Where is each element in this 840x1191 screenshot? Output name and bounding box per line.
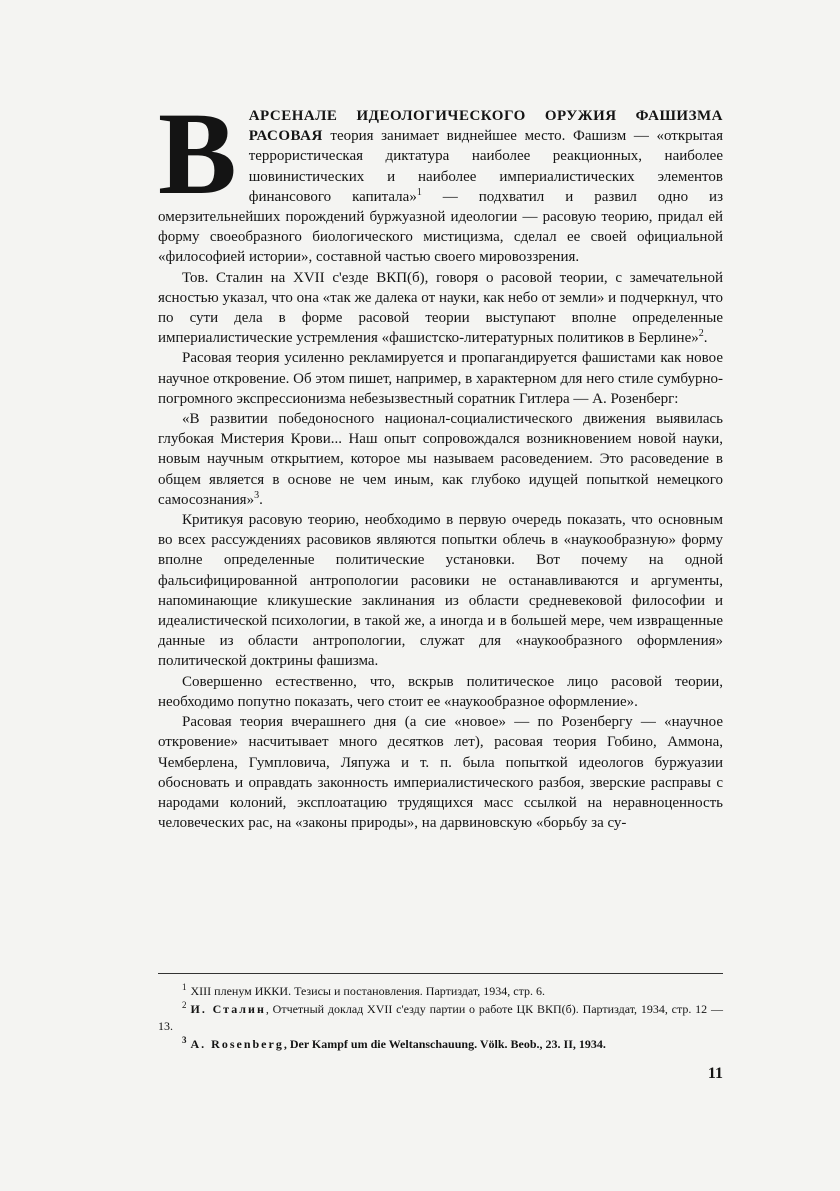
paragraph-1: [158, 88, 724, 268]
paragraph-4-quote: [158, 409, 723, 510]
paragraph-4-end: .: [259, 491, 263, 508]
footnote-2-author: И. Сталин: [190, 1001, 266, 1016]
paragraph-2-end: .: [703, 330, 708, 347]
footnote-ref-3[interactable]: 3: [254, 489, 260, 501]
footnotes: [158, 983, 723, 1053]
footnote-2: [158, 1001, 723, 1036]
footnote-2-number: 2: [182, 999, 187, 1010]
paragraph-4-text: «В развитии победоносного национал-социалистического движения выявилась глубокая Мистерия Крови... Наш опыт сопровождался возникновением новой науки, новым научным открытием, которое мы называем расоведением. Это расоведение в общем является в основе не чем иным, как глубоко идущей попыткой немецкого самосознания»: [158, 411, 723, 508]
footnote-1: [158, 983, 723, 1001]
footnote-3-number: 3: [182, 1034, 187, 1045]
footnote-3-author: A. Rosenberg: [190, 1036, 284, 1051]
paragraph-2: [158, 268, 723, 349]
paragraph-5: Критикуя расовую теорию, необходимо в первую очередь показать, что основным во всех рассуждениях расовиков являются попытки облечь в «наукообразную» форму вполне определенные политические установки. Вот почему на одной фальсифицированной антропологии расовики не останавливаются и аргументы, напоминающие кликушеские заклинания из области средневековой философии и идеалистической психологии, в такой же, а иногда и в большей мере, чем извращенные данные из области антропологии, служат для «наукообразного оформления» политической доктрины фашизма.: [158, 512, 723, 670]
paragraph-3: Расовая теория усиленно рекламируется и пропагандируется фашистами как новое научное откровение. Об этом пишет, например, в характерном для него стиле сумбурно-погромного экспрессионизма небезызвестный соратник Гитлера — А. Розенберг:: [158, 350, 723, 407]
lead-caps-text: АРСЕНАЛЕ ИДЕОЛОГИЧЕСКОГО ОРУЖИЯ ФАШИЗМА РАСОВАЯ: [248, 108, 723, 145]
footnote-ref-1[interactable]: 1: [416, 186, 422, 198]
main-text: [158, 88, 724, 833]
footnote-ref-2[interactable]: 2: [698, 328, 704, 340]
footnote-2-text: , Отчетный доклад XVII с'езду партии о работе ЦК ВКП(б). Партиздат, 1934, стр. 12 — 13.: [158, 1001, 723, 1033]
footnote-3-text: , Der Kampf um die Weltanschauung. Völk. Beob., 23. II, 1934.: [283, 1036, 606, 1051]
drop-cap-letter: В: [158, 88, 237, 219]
footnote-divider: [158, 973, 723, 974]
page-number: 11: [707, 1065, 723, 1082]
paragraph-1-end: — подхватил и развил одно из омерзительнейших порождений буржуазной идеологии — расовую теорию, придал ей форму своеобразного биологического мистицизма, сделал ее своей официальной «философией истории», составной частью своего мировоззрения.: [158, 188, 724, 266]
footnote-1-number: 1: [182, 982, 187, 992]
paragraph-1-text: теория занимает виднейшее место. Фашизм — «открытая террористическая диктатура наиболее реакционных, наиболее шовинистических и наиболее империалистических элементов финансового капитала»: [248, 128, 723, 205]
paragraph-7: Расовая теория вчерашнего дня (а сие «новое» — по Розенбергу — «научное откровение» насчитывает много десятков лет), расовая теория Гобино, Аммона, Чемберлена, Гумпловича, Ляпужа и т. п. была попыткой идеологов буржуазии обосновать и оправдать законность империалистического разбоя, зверские расправы с народами колоний, эксплоатацию трудящихся масс ссылкой на неравноценность человеческих рас, на «законы природы», на дарвиновскую «борьбу за су-: [158, 714, 723, 832]
paragraph-6: Совершенно естественно, что, вскрыв политическое лицо расовой теории, необходимо попутно показать, чего стоит ее «наукообразное оформление».: [158, 673, 723, 710]
footnote-1-text: XIII пленум ИККИ. Тезисы и постановления. Партиздат, 1934, стр. 6.: [190, 984, 545, 998]
footnote-3: [158, 1036, 723, 1054]
paragraph-2-text: Тов. Сталин на XVII с'езде ВКП(б), говоря о расовой теории, с замечательной ясностью указал, что она «так же далека от науки, как небо от земли» и подчеркнул, что по сути дела в форме расовой теории выступают вполне определенные империалистические устремления «фашистско-литературных политиков в Берлине»: [158, 269, 723, 347]
